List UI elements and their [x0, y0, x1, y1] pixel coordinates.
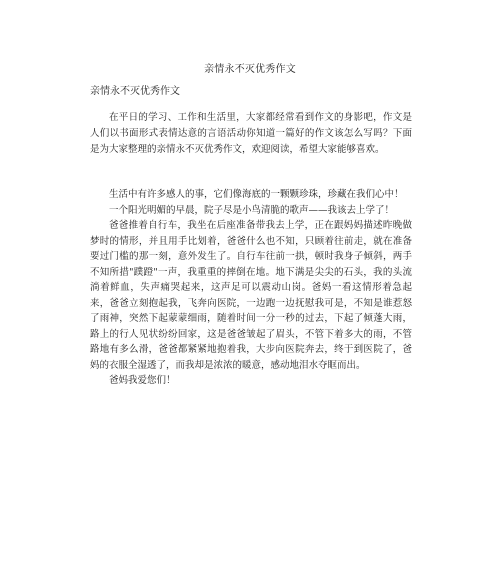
- document-title: 亲情永不灭优秀作文: [204, 64, 296, 75]
- essay-body: [90, 187, 412, 389]
- document-subtitle: 亲情永不灭优秀作文: [90, 86, 180, 97]
- essay-paragraph: 爸妈我爱您们！: [109, 375, 176, 386]
- intro-paragraph: 在平日的学习、工作和生活里，大家都经常看到作文的身影吧，作文是人们以书面形式表情达意的言语活动你知道一篇好的作文该怎么写吗？下面是为大家整理的亲情永不灭优秀作文，欢迎阅读，希望大家能够喜欢。: [90, 112, 412, 155]
- essay-paragraph: 一个阳光明媚的早晨，院子尽是小鸟清脆的歌声——我该去上学了！: [109, 204, 395, 216]
- essay-paragraph: 爸爸推着自行车，我坐在后座准备带我去上学，正在跟妈妈描述昨晚做梦时的情形，并且用手比划着，爸爸什么也不知，只顾着往前走，就在准备要过门槛的那一刻，意外发生了。自行车往前一拱，顿时我身子倾斜，两手不知所措"蹼蹬"一声，我重重的摔倒在地。地下满是尖尖的石头，我的头流淌着鲜血，失声痛哭起来，这声足可以震动山岗。爸妈一看这情形着急起来，爸爸立刻抱起我，飞奔向医院，一边跑一边抚慰我可是，不知是谁惹怒了雨神，突然下起蒙蒙细雨，随着时间一分一秒的过去，下起了倾蓬大雨，路上的行人见状纷纷回家，这是爸爸皱起了眉头，不管下着多大的雨，不管路地有多么滑，爸爸都紧紧地抱着我，大步向医院奔去，终于到医院了，爸妈的衣服全湿透了，而我却是浓浓的暖意，感动地泪水夺眶而出。: [90, 220, 412, 371]
- essay-paragraph: 生活中有许多感人的事，它们像海底的一颗颗珍珠，珍藏在我们心中！: [109, 189, 404, 200]
